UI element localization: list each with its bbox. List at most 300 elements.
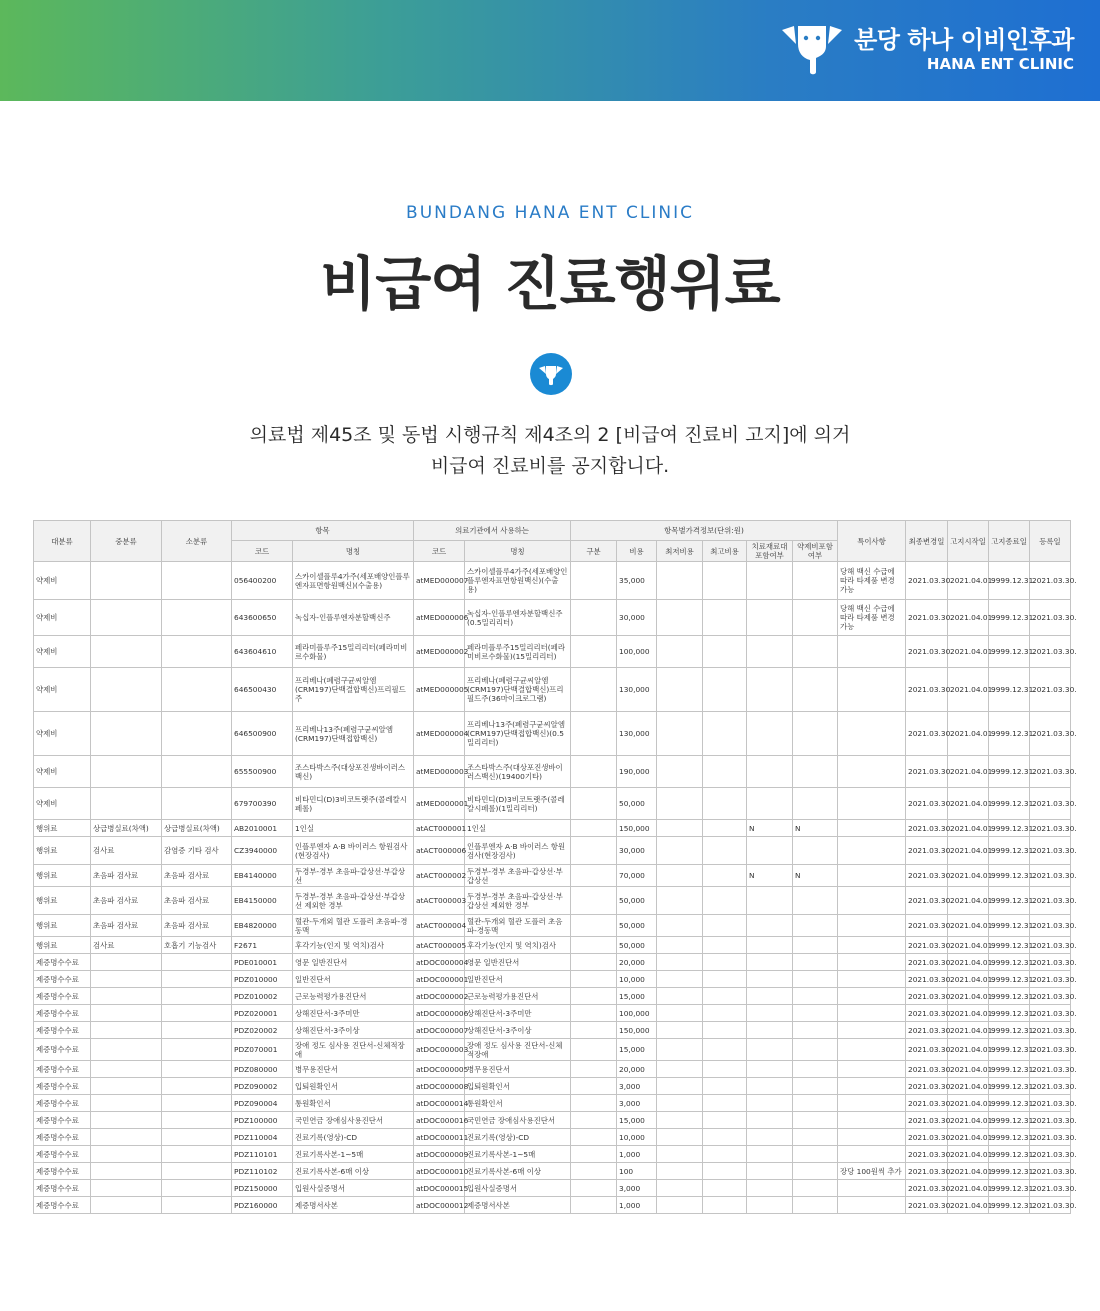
cell-note — [838, 887, 906, 915]
cell-changed: 2021.03.30. — [906, 1022, 948, 1039]
cell-reg: 2021.03.30. — [1030, 1146, 1071, 1163]
table-row — [34, 636, 1071, 668]
cell-reg: 2021.03.30. — [1030, 1112, 1071, 1129]
cell-cname: 프리베나13주(폐렴구균씨알엠(CRM197)단백접합백신)(0.5밀리리터) — [465, 712, 571, 756]
cell-end: 9999.12.31. — [989, 1022, 1030, 1039]
header-price-info: 항목별가격정보(단위:원) — [571, 521, 838, 541]
table-row — [34, 668, 1071, 712]
cell-end: 9999.12.31. — [989, 562, 1030, 600]
table-row — [34, 788, 1071, 820]
cell-ccode: atACT000002 — [414, 865, 465, 887]
cell-cname: 상해진단서-3주이상 — [465, 1022, 571, 1039]
cell-changed: 2021.03.30. — [906, 1078, 948, 1095]
cell-min — [657, 1180, 703, 1197]
cell-drug — [793, 1039, 838, 1061]
fee-table — [33, 520, 1077, 1214]
cell-note — [838, 1061, 906, 1078]
cell-major: 행위료 — [34, 820, 91, 837]
cell-drug — [793, 562, 838, 600]
cell-end: 9999.12.31. — [989, 988, 1030, 1005]
table-row — [34, 887, 1071, 915]
cell-end: 9999.12.31. — [989, 1112, 1030, 1129]
cell-mid: 상급병실료(차액) — [91, 820, 162, 837]
cell-cost: 50,000 — [617, 887, 657, 915]
cell-max — [703, 1129, 747, 1146]
cell-end: 9999.12.31. — [989, 756, 1030, 788]
cell-mid — [91, 988, 162, 1005]
cell-note — [838, 954, 906, 971]
cell-start: 2021.04.01. — [948, 1180, 989, 1197]
cell-end: 9999.12.31. — [989, 1061, 1030, 1078]
cell-cost: 3,000 — [617, 1078, 657, 1095]
cell-code: F2671 — [232, 937, 293, 954]
cell-name: 녹십자-인플루엔자분할백신주 — [293, 600, 414, 636]
cell-mid — [91, 1197, 162, 1214]
cell-drug — [793, 1112, 838, 1129]
cell-changed: 2021.03.30. — [906, 668, 948, 712]
cell-end: 9999.12.31. — [989, 1039, 1030, 1061]
cell-min — [657, 937, 703, 954]
cell-cname: 페라미플루주15밀리리터(페라미비르수화물)(15밀리리터) — [465, 636, 571, 668]
cell-end: 9999.12.31. — [989, 820, 1030, 837]
cell-drug — [793, 600, 838, 636]
cell-mid — [91, 971, 162, 988]
page-title: 비급여 진료행위료 — [320, 250, 780, 318]
cell-changed: 2021.03.30. — [906, 1061, 948, 1078]
cell-code: EB4820000 — [232, 915, 293, 937]
cell-end: 9999.12.31. — [989, 865, 1030, 887]
cell-major: 제증명수수료 — [34, 1112, 91, 1129]
cell-changed: 2021.03.30. — [906, 837, 948, 865]
cell-major: 제증명수수료 — [34, 954, 91, 971]
cell-type — [571, 600, 617, 636]
cell-major: 제증명수수료 — [34, 1039, 91, 1061]
cell-cost: 15,000 — [617, 1112, 657, 1129]
cell-end: 9999.12.31. — [989, 954, 1030, 971]
cell-max — [703, 1095, 747, 1112]
cell-cost: 70,000 — [617, 865, 657, 887]
cell-reg: 2021.03.30. — [1030, 954, 1071, 971]
cell-start: 2021.04.01. — [948, 1163, 989, 1180]
cell-code: PDZ070001 — [232, 1039, 293, 1061]
cell-start: 2021.04.01. — [948, 1005, 989, 1022]
cell-mid — [91, 1112, 162, 1129]
cell-reg: 2021.03.30. — [1030, 756, 1071, 788]
cell-ccode: atMED000003 — [414, 756, 465, 788]
cell-end: 9999.12.31. — [989, 788, 1030, 820]
cell-type — [571, 562, 617, 600]
cell-changed: 2021.03.30. — [906, 820, 948, 837]
table-row — [34, 756, 1071, 788]
cell-mat — [747, 1197, 793, 1214]
cell-mat — [747, 600, 793, 636]
cell-minor — [162, 1129, 232, 1146]
cell-type — [571, 1180, 617, 1197]
cell-reg: 2021.03.30. — [1030, 1005, 1071, 1022]
header-major: 대분류 — [34, 521, 91, 562]
cell-name: 조스타박스주(대상포진생바이러스백신) — [293, 756, 414, 788]
cell-mid — [91, 788, 162, 820]
cell-min — [657, 1146, 703, 1163]
cell-type — [571, 1095, 617, 1112]
cell-ccode: atACT000004 — [414, 915, 465, 937]
cell-max — [703, 1061, 747, 1078]
cell-cname: 진료기록(영상)-CD — [465, 1129, 571, 1146]
cell-ccode: atDOC000006 — [414, 1005, 465, 1022]
cell-start: 2021.04.01. — [948, 988, 989, 1005]
cell-code: PDZ160000 — [232, 1197, 293, 1214]
cell-minor — [162, 971, 232, 988]
cell-min — [657, 1005, 703, 1022]
cell-name: 병무용진단서 — [293, 1061, 414, 1078]
cell-changed: 2021.03.30. — [906, 937, 948, 954]
table-row — [34, 1078, 1071, 1095]
cell-note: 당해 백신 수급에 따라 타제품 변경 가능 — [838, 562, 906, 600]
cell-type — [571, 837, 617, 865]
cell-cost: 50,000 — [617, 788, 657, 820]
table-row — [34, 837, 1071, 865]
cell-max — [703, 1112, 747, 1129]
cell-reg: 2021.03.30. — [1030, 1129, 1071, 1146]
cell-cost: 1,000 — [617, 1197, 657, 1214]
cell-minor — [162, 788, 232, 820]
cell-ccode: atMED000006 — [414, 600, 465, 636]
cell-mid — [91, 1129, 162, 1146]
cell-type — [571, 1022, 617, 1039]
cell-code: EB4150000 — [232, 887, 293, 915]
cell-start: 2021.04.01. — [948, 820, 989, 837]
logo-english-name: HANA ENT CLINIC — [926, 55, 1074, 73]
cell-cname: 통원확인서 — [465, 1095, 571, 1112]
cell-start: 2021.04.01. — [948, 712, 989, 756]
cell-cost: 100 — [617, 1163, 657, 1180]
table-row — [34, 1197, 1071, 1214]
cell-end: 9999.12.31. — [989, 1095, 1030, 1112]
logo-korean-name: 분당 하나 이비인후과 — [854, 26, 1074, 54]
cell-code: 643600650 — [232, 600, 293, 636]
cell-cname: 스카이셀플루4가주(세포배양인플루엔자표면항원백신)(수출용) — [465, 562, 571, 600]
cell-type — [571, 820, 617, 837]
cell-note — [838, 1197, 906, 1214]
cell-cost: 190,000 — [617, 756, 657, 788]
cell-end: 9999.12.31. — [989, 1146, 1030, 1163]
cell-minor — [162, 636, 232, 668]
cell-major: 약제비 — [34, 636, 91, 668]
cell-max — [703, 971, 747, 988]
cell-min — [657, 1039, 703, 1061]
cell-changed: 2021.03.30. — [906, 1112, 948, 1129]
cell-reg: 2021.03.30. — [1030, 1039, 1071, 1061]
cell-name: 근로능력평가용진단서 — [293, 988, 414, 1005]
cell-end: 9999.12.31. — [989, 712, 1030, 756]
cell-minor: 호흡기 기능검사 — [162, 937, 232, 954]
cell-minor — [162, 712, 232, 756]
cell-type — [571, 1112, 617, 1129]
cell-reg: 2021.03.30. — [1030, 1078, 1071, 1095]
cell-mat — [747, 756, 793, 788]
cell-reg: 2021.03.30. — [1030, 1095, 1071, 1112]
cell-start: 2021.04.01. — [948, 971, 989, 988]
cell-cname: 진료기록사본-6매 이상 — [465, 1163, 571, 1180]
cell-type — [571, 1005, 617, 1022]
cell-code: PDZ150000 — [232, 1180, 293, 1197]
cell-changed: 2021.03.30. — [906, 1095, 948, 1112]
cell-drug — [793, 1061, 838, 1078]
cell-type — [571, 1197, 617, 1214]
cell-note — [838, 1146, 906, 1163]
cell-mid — [91, 1022, 162, 1039]
cell-start: 2021.04.01. — [948, 1112, 989, 1129]
cell-drug — [793, 712, 838, 756]
cell-end: 9999.12.31. — [989, 1005, 1030, 1022]
cell-code: 643604610 — [232, 636, 293, 668]
cell-cname: 비타민디(D)3비코트랫주(콜레칼시페롤)(1밀리리터) — [465, 788, 571, 820]
cell-code: PDZ110101 — [232, 1146, 293, 1163]
cell-max — [703, 1163, 747, 1180]
header-clinic-name: 명칭 — [465, 541, 571, 562]
cell-major: 약제비 — [34, 668, 91, 712]
cell-minor — [162, 1197, 232, 1214]
cell-drug: N — [793, 820, 838, 837]
table-row — [34, 600, 1071, 636]
cell-start: 2021.04.01. — [948, 1039, 989, 1061]
cell-reg: 2021.03.30. — [1030, 971, 1071, 988]
cell-cname: 입원사실증명서 — [465, 1180, 571, 1197]
cell-type — [571, 887, 617, 915]
cell-drug — [793, 1180, 838, 1197]
cell-note — [838, 712, 906, 756]
cell-minor — [162, 988, 232, 1005]
cell-mat — [747, 1146, 793, 1163]
cell-cost: 35,000 — [617, 562, 657, 600]
cell-reg: 2021.03.30. — [1030, 788, 1071, 820]
cell-code: EB4140000 — [232, 865, 293, 887]
cell-drug — [793, 837, 838, 865]
cell-changed: 2021.03.30. — [906, 865, 948, 887]
cell-type — [571, 937, 617, 954]
cell-note — [838, 756, 906, 788]
cell-mid — [91, 1180, 162, 1197]
cell-drug — [793, 1095, 838, 1112]
cell-mid: 초음파 검사료 — [91, 915, 162, 937]
cell-mid — [91, 562, 162, 600]
cell-minor — [162, 1180, 232, 1197]
cell-min — [657, 837, 703, 865]
cell-start: 2021.04.01. — [948, 600, 989, 636]
cell-start: 2021.04.01. — [948, 1129, 989, 1146]
cell-ccode: atDOC000002 — [414, 988, 465, 1005]
cell-minor — [162, 562, 232, 600]
cell-name: 스카이셀플루4가주(세포배양인플루엔자표면항원백신)(수출용) — [293, 562, 414, 600]
cell-cname: 국민연금 장애심사용진단서 — [465, 1112, 571, 1129]
legal-notice — [0, 420, 1100, 482]
cell-cname: 혈관-두개외 혈관 도플러 초음파-경동맥 — [465, 915, 571, 937]
elephant-badge-icon — [530, 353, 572, 395]
cell-mat — [747, 562, 793, 600]
notice-line-1: 의료법 제45조 및 동법 시행규칙 제4조의 2 [비급여 진료비 고지]에 의거 — [249, 424, 851, 446]
cell-name: 비타민디(D)3비코트랫주(콜레칼시페롤) — [293, 788, 414, 820]
cell-note — [838, 820, 906, 837]
cell-minor — [162, 1146, 232, 1163]
cell-major: 제증명수수료 — [34, 1005, 91, 1022]
cell-name: 제증명서사본 — [293, 1197, 414, 1214]
cell-drug — [793, 1078, 838, 1095]
header-mid: 중분류 — [91, 521, 162, 562]
cell-cost: 20,000 — [617, 954, 657, 971]
cell-type — [571, 1129, 617, 1146]
cell-ccode: atDOC000012 — [414, 1197, 465, 1214]
cell-min — [657, 954, 703, 971]
cell-reg: 2021.03.30. — [1030, 1197, 1071, 1214]
cell-drug — [793, 788, 838, 820]
header-minor: 소분류 — [162, 521, 232, 562]
cell-end: 9999.12.31. — [989, 668, 1030, 712]
cell-changed: 2021.03.30. — [906, 1180, 948, 1197]
cell-start: 2021.04.01. — [948, 562, 989, 600]
table-row — [34, 1112, 1071, 1129]
cell-drug — [793, 1197, 838, 1214]
cell-ccode: atACT000001 — [414, 820, 465, 837]
cell-min — [657, 1112, 703, 1129]
cell-drug — [793, 915, 838, 937]
cell-max — [703, 837, 747, 865]
cell-min — [657, 1163, 703, 1180]
cell-name: 영문 일반진단서 — [293, 954, 414, 971]
cell-mid — [91, 1163, 162, 1180]
cell-changed: 2021.03.30. — [906, 788, 948, 820]
cell-minor: 초음파 검사료 — [162, 915, 232, 937]
table-row — [34, 1095, 1071, 1112]
cell-ccode: atACT000006 — [414, 837, 465, 865]
cell-code: 655500900 — [232, 756, 293, 788]
header-clinic-code: 코드 — [414, 541, 465, 562]
cell-note — [838, 1005, 906, 1022]
cell-code: PDZ020001 — [232, 1005, 293, 1022]
cell-note — [838, 988, 906, 1005]
cell-type — [571, 865, 617, 887]
cell-ccode: atDOC000008 — [414, 1078, 465, 1095]
cell-start: 2021.04.01. — [948, 887, 989, 915]
cell-ccode: atMED000001 — [414, 788, 465, 820]
cell-start: 2021.04.01. — [948, 1022, 989, 1039]
cell-max — [703, 820, 747, 837]
cell-type — [571, 1039, 617, 1061]
cell-max — [703, 1146, 747, 1163]
cell-name: 진료기록사본-6매 이상 — [293, 1163, 414, 1180]
cell-code: PDZ110004 — [232, 1129, 293, 1146]
cell-cname: 후각기능(인지 및 역치)검사 — [465, 937, 571, 954]
cell-end: 9999.12.31. — [989, 1078, 1030, 1095]
cell-name: 두경부-경부 초음파-갑상선·부갑상선 — [293, 865, 414, 887]
cell-start: 2021.04.01. — [948, 1061, 989, 1078]
cell-minor — [162, 1163, 232, 1180]
cell-cost: 100,000 — [617, 1005, 657, 1022]
cell-cname: 진료기록사본-1~5매 — [465, 1146, 571, 1163]
cell-changed: 2021.03.30. — [906, 1039, 948, 1061]
cell-minor — [162, 1022, 232, 1039]
cell-cname: 영문 일반진단서 — [465, 954, 571, 971]
cell-cost: 130,000 — [617, 712, 657, 756]
cell-drug — [793, 756, 838, 788]
cell-note — [838, 1129, 906, 1146]
cell-min — [657, 1095, 703, 1112]
cell-mat — [747, 837, 793, 865]
cell-name: 통원확인서 — [293, 1095, 414, 1112]
cell-reg: 2021.03.30. — [1030, 668, 1071, 712]
section-eyebrow: BUNDANG HANA ENT CLINIC — [406, 203, 694, 223]
cell-mid — [91, 636, 162, 668]
cell-drug — [793, 636, 838, 668]
table-row — [34, 562, 1071, 600]
cell-major: 제증명수수료 — [34, 1095, 91, 1112]
cell-end: 9999.12.31. — [989, 636, 1030, 668]
cell-code: PDZ020002 — [232, 1022, 293, 1039]
cell-note — [838, 636, 906, 668]
cell-max — [703, 788, 747, 820]
cell-reg: 2021.03.30. — [1030, 1022, 1071, 1039]
cell-name: 상해진단서-3주이상 — [293, 1022, 414, 1039]
cell-changed: 2021.03.30. — [906, 562, 948, 600]
cell-name: 진료기록(영상)-CD — [293, 1129, 414, 1146]
header-end: 고지종료일 — [989, 521, 1030, 562]
table-row — [34, 712, 1071, 756]
cell-changed: 2021.03.30. — [906, 915, 948, 937]
cell-drug — [793, 1146, 838, 1163]
clinic-logo[interactable] — [780, 22, 1074, 76]
cell-max — [703, 756, 747, 788]
cell-changed: 2021.03.30. — [906, 1197, 948, 1214]
cell-reg: 2021.03.30. — [1030, 712, 1071, 756]
cell-type — [571, 668, 617, 712]
cell-ccode: atDOC000007 — [414, 1022, 465, 1039]
cell-note — [838, 937, 906, 954]
cell-max — [703, 937, 747, 954]
cell-max — [703, 600, 747, 636]
table-row — [34, 1005, 1071, 1022]
cell-changed: 2021.03.30. — [906, 600, 948, 636]
cell-major: 제증명수수료 — [34, 1078, 91, 1095]
cell-max — [703, 954, 747, 971]
cell-min — [657, 865, 703, 887]
cell-start: 2021.04.01. — [948, 788, 989, 820]
cell-changed: 2021.03.30. — [906, 954, 948, 971]
table-row — [34, 1039, 1071, 1061]
cell-mat: N — [747, 820, 793, 837]
cell-mid — [91, 712, 162, 756]
cell-name: 일반진단서 — [293, 971, 414, 988]
cell-end: 9999.12.31. — [989, 1129, 1030, 1146]
cell-major: 제증명수수료 — [34, 971, 91, 988]
cell-max — [703, 1039, 747, 1061]
cell-code: 679700390 — [232, 788, 293, 820]
header-note: 특이사항 — [838, 521, 906, 562]
cell-max — [703, 1078, 747, 1095]
cell-type — [571, 788, 617, 820]
cell-cost: 1,000 — [617, 1146, 657, 1163]
cell-changed: 2021.03.30. — [906, 1163, 948, 1180]
cell-note — [838, 865, 906, 887]
cell-name: 프리베나13주(폐렴구균씨알엠(CRM197)단백접합백신) — [293, 712, 414, 756]
cell-max — [703, 988, 747, 1005]
cell-max — [703, 668, 747, 712]
cell-major: 행위료 — [34, 937, 91, 954]
cell-minor: 초음파 검사료 — [162, 887, 232, 915]
table-row — [34, 1163, 1071, 1180]
header-max: 최고비용 — [703, 541, 747, 562]
cell-cname: 병무용진단서 — [465, 1061, 571, 1078]
cell-reg: 2021.03.30. — [1030, 562, 1071, 600]
cell-name: 입원사실증명서 — [293, 1180, 414, 1197]
